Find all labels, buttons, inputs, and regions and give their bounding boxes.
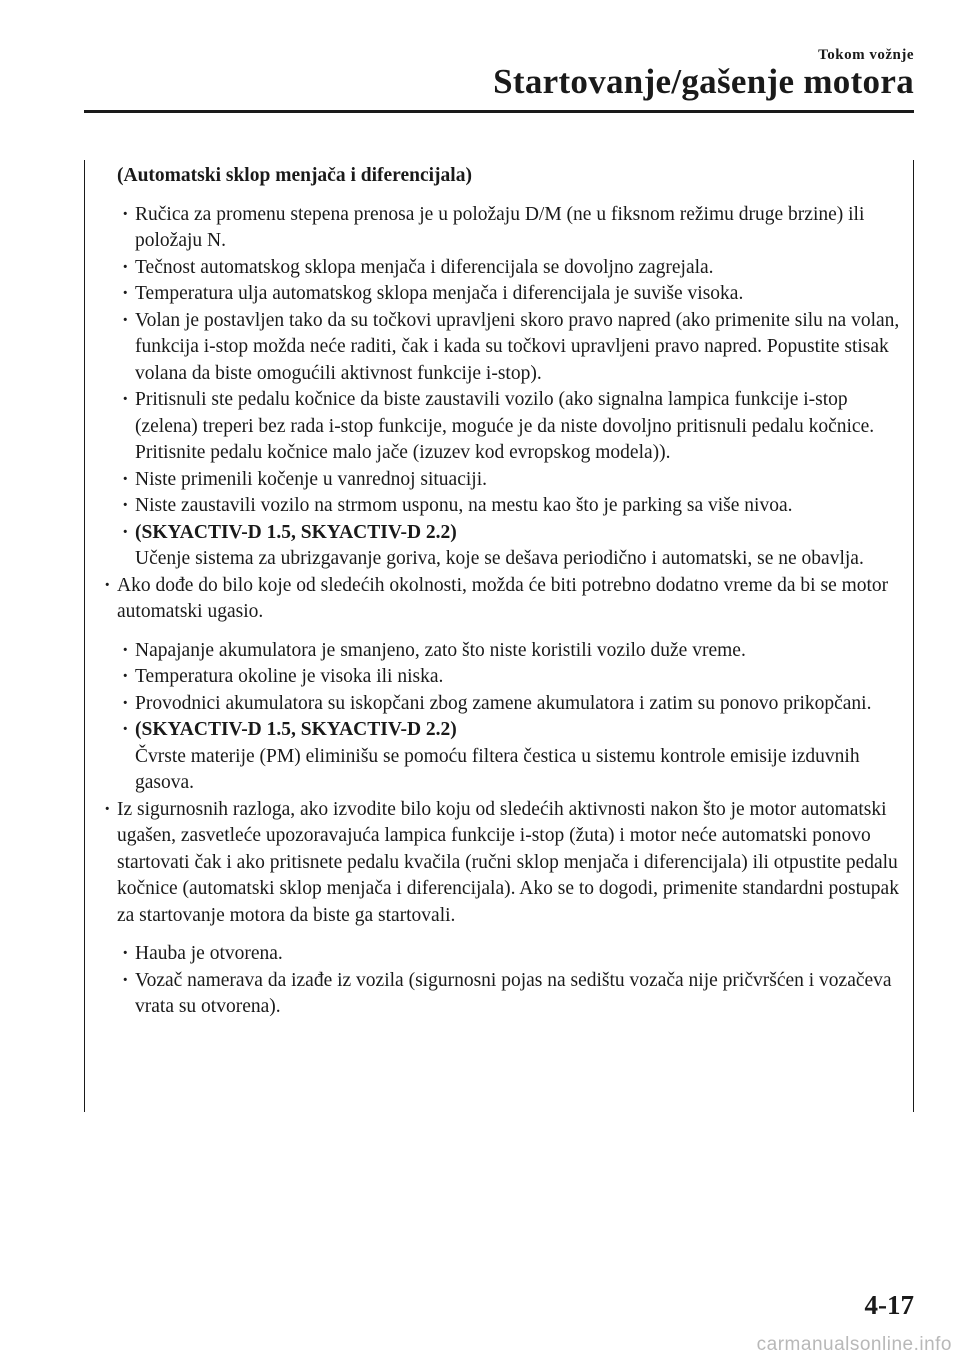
bullet-item: · Ako dođe do bilo koje od sledećih okolnosti, možda će biti potrebno dodatno vreme da bi se motor automatski ugasio.	[100, 573, 905, 626]
content-body	[100, 163, 905, 1021]
page-number: 4-17	[864, 1290, 914, 1320]
subheading: (Automatski sklop menjača i diferencijala)	[117, 165, 472, 186]
list-item	[100, 717, 905, 797]
model-text: Čvrste materije (PM) eliminišu se pomoću filtera čestica u sistemu kontrole emisije izduvnih gasova.	[135, 745, 860, 793]
list-item: · Hauba je otvorena.	[100, 941, 905, 968]
watermark: carmanualsonline.info	[756, 1334, 952, 1355]
spacer	[100, 929, 905, 941]
model-text: Učenje sistema za ubrizgavanje goriva, koje se dešava periodično i automatski, se ne obavlja.	[135, 548, 864, 569]
page-title: Startovanje/gašenje motora	[493, 62, 914, 101]
model-label: · (SKYACTIV-D 1.5, SKYACTIV-D 2.2)	[135, 719, 457, 740]
list-item: · Temperatura okoline je visoka ili niska.	[100, 664, 905, 691]
list-item: · Tečnost automatskog sklopa menjača i diferencijala se dovoljno zagrejala.	[100, 255, 905, 282]
list-item: · Provodnici akumulatora su iskopčani zbog zamene akumulatora i zatim su ponovo prikopčani.	[100, 691, 905, 718]
header-section: Tokom vožnje	[818, 47, 914, 63]
list-item: · Volan je postavljen tako da su točkovi upravljeni skoro pravo napred (ako primenite silu na volan, funkcija i-stop možda neće raditi, čak i kada su točkovi upravljeni pravo napred. Popustite stisak volana da biste omogućili aktivnost funkcije i-stop).	[100, 308, 905, 388]
left-margin-line	[84, 160, 85, 1112]
bullet-item: · Iz sigurnosnih razloga, ako izvodite bilo koju od sledećih aktivnosti nakon što je motor automatski ugašen, zasvetleće upozoravajuća lampica funkcije i-stop (žuta) i motor neće automatski ponovo startovati čak i ako pritisnete pedalu kvačila (ručni sklop menjača i diferencijala) ili otpustite pedalu kočnice (automatski sklop menjača i diferencijala). Ako se to dogodi, primenite standardni postupak za startovanje motora da biste ga startovali.	[100, 797, 905, 930]
list-item: · Temperatura ulja automatskog sklopa menjača i diferencijala je suviše visoka.	[100, 281, 905, 308]
list-item: · Niste primenili kočenje u vanrednoj situaciji.	[100, 467, 905, 494]
list-item	[100, 520, 905, 573]
spacer	[100, 626, 905, 638]
list-item: · Pritisnuli ste pedalu kočnice da biste zaustavili vozilo (ako signalna lampica funkcije i-stop (zelena) treperi bez rada i-stop funkcije, moguće je da niste dovoljno pritisnuli pedalu kočnice. Pritisnite pedalu kočnice malo jače (izuzev kod evropskog modela)).	[100, 387, 905, 467]
model-label: · (SKYACTIV-D 1.5, SKYACTIV-D 2.2)	[135, 521, 457, 543]
list-item: · Napajanje akumulatora je smanjeno, zato što niste koristili vozilo duže vreme.	[100, 638, 905, 665]
header-rule	[84, 110, 914, 113]
list-item: · Niste zaustavili vozilo na strmom usponu, na mestu kao što je parking sa više nivoa.	[100, 493, 905, 520]
right-margin-line	[913, 160, 914, 1112]
list-item: · Vozač namerava da izađe iz vozila (sigurnosni pojas na sedištu vozača nije pričvršćen i vozačeva vrata su otvorena).	[100, 968, 905, 1021]
list-item: · Ručica za promenu stepena prenosa je u položaju D/M (ne u fiksnom režimu druge brzine) ili položaju N.	[100, 202, 905, 255]
